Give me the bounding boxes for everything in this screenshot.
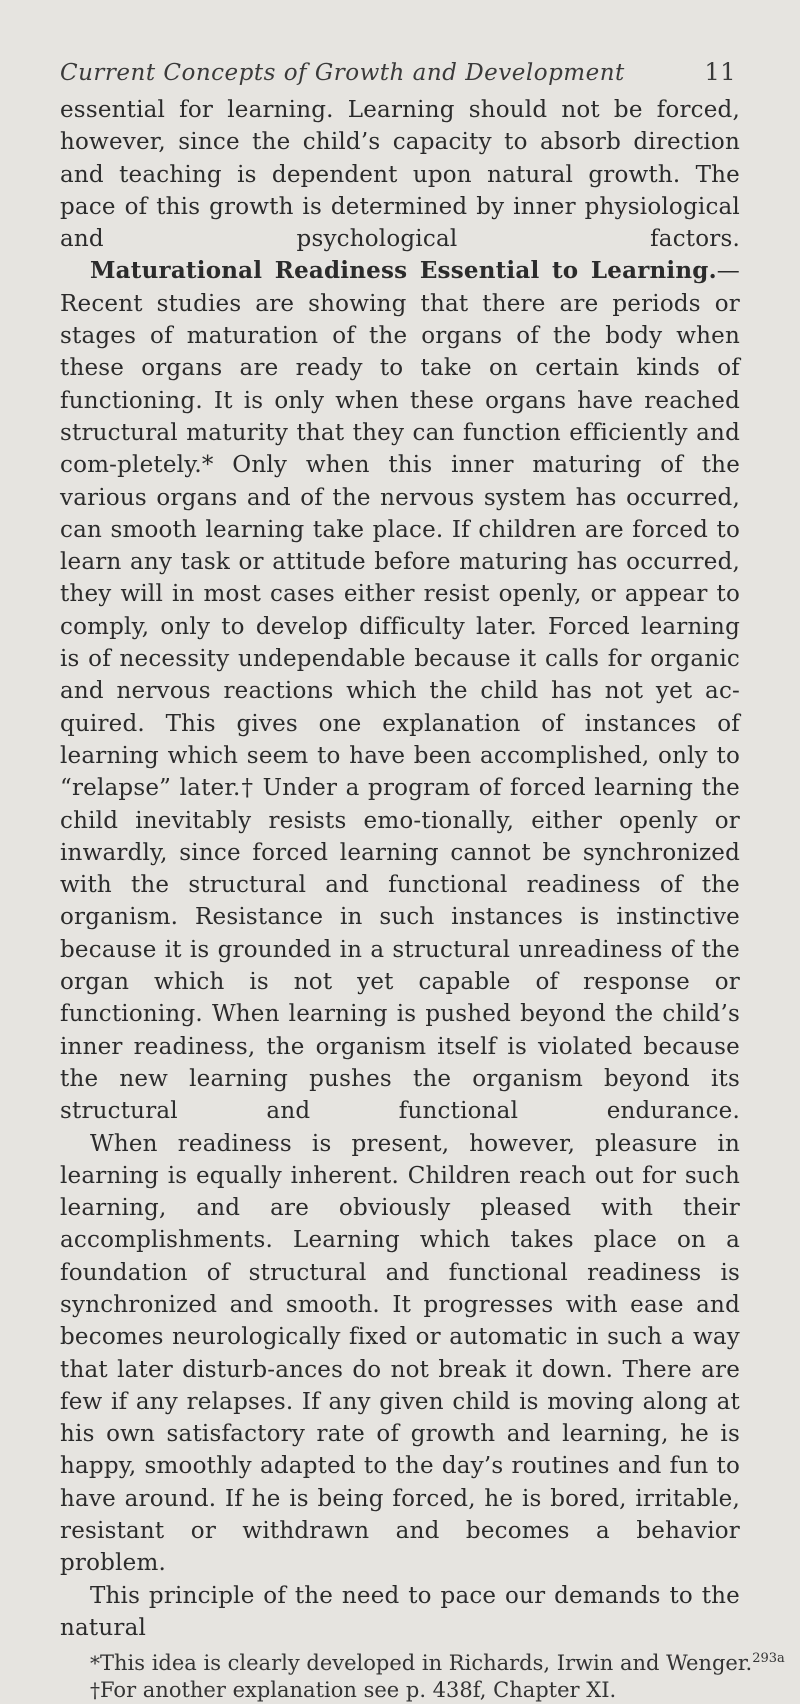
page-number: 11 [704,58,736,86]
paragraph-1: essential for learning. Learning should not be forced, however, since the child’s capacity to absorb direction and teaching is dependent upon natural growth. The pace of this growth is determined by inner physiological and psychological factors. [60,97,740,253]
footnote-1-ref: 293a [752,1651,785,1667]
main-text [60,94,740,1644]
paragraph-3: When readiness is present, however, pleasure in learning is equally inherent. Children reach out for such learning, and are obviously pleased with their accomplishments. Learning which takes place on a foundation of structural and functional readiness is synchronized and smooth. It progresses with ease and becomes neurologically fixed or automatic in such a way that later disturb-ances do not break it down. There are few if any relapses. If any given child is moving along at his own satisfactory rate of growth and learning, he is happy, smoothly adapted to the day’s routines and fun to have around. If he is being forced, he is bored, irritable, resistant or withdrawn and becomes a behavior problem. [60,1130,740,1577]
footnotes [60,1650,785,1704]
paragraph-2-text: —Recent studies are showing that there are periods or stages of maturation of the organs of the body when these organs are ready to take on certain kinds of functioning. It is only when these organs have reached structural maturity that they can function efficiently and com-pletely.* Only when this inner maturing of the various organs and of the nervous system has occurred, can smooth learning take place. If children are forced to learn any task or attitude before maturing has occurred, they will in most cases either resist openly, or appear to comply, only to develop difficulty later. Forced learning is of necessity undependable because it calls for organic and nervous reactions which the child has not yet ac-quired. This gives one explanation of instances of learning which seem to have been accomplished, only to “relapse” later.† Under a program of forced learning the child inevitably resists emo-tionally, either openly or inwardly, since forced learning cannot be synchronized with the structural and functional readiness of the organism. Resistance in such instances is instinctive because it is grounded in a structural unreadiness of the organ which is not yet capable of response or functioning. When learning is pushed beyond the child’s inner readiness, the organism itself is violated because the new learning pushes the organism beyond its structural and functional endurance. [60,258,740,1125]
paragraph-4: This principle of the need to pace our demands to the natural [60,1582,740,1641]
running-header [60,58,740,94]
footnote-1-text: This idea is clearly developed in Richards, Irwin and Wenger. [100,1651,753,1676]
footnote-2-mark: † [90,1678,100,1703]
footnote-2 [90,1677,740,1704]
footnote-2-text: For another explanation see p. 438f, Chapter XI. [100,1678,617,1703]
paragraph-2 [60,255,740,1127]
section-heading: Maturational Readiness Essential to Learning. [90,257,717,285]
running-title: Current Concepts of Growth and Development [60,60,625,86]
footnote-1 [90,1650,785,1677]
footnote-1-mark: * [90,1651,100,1676]
